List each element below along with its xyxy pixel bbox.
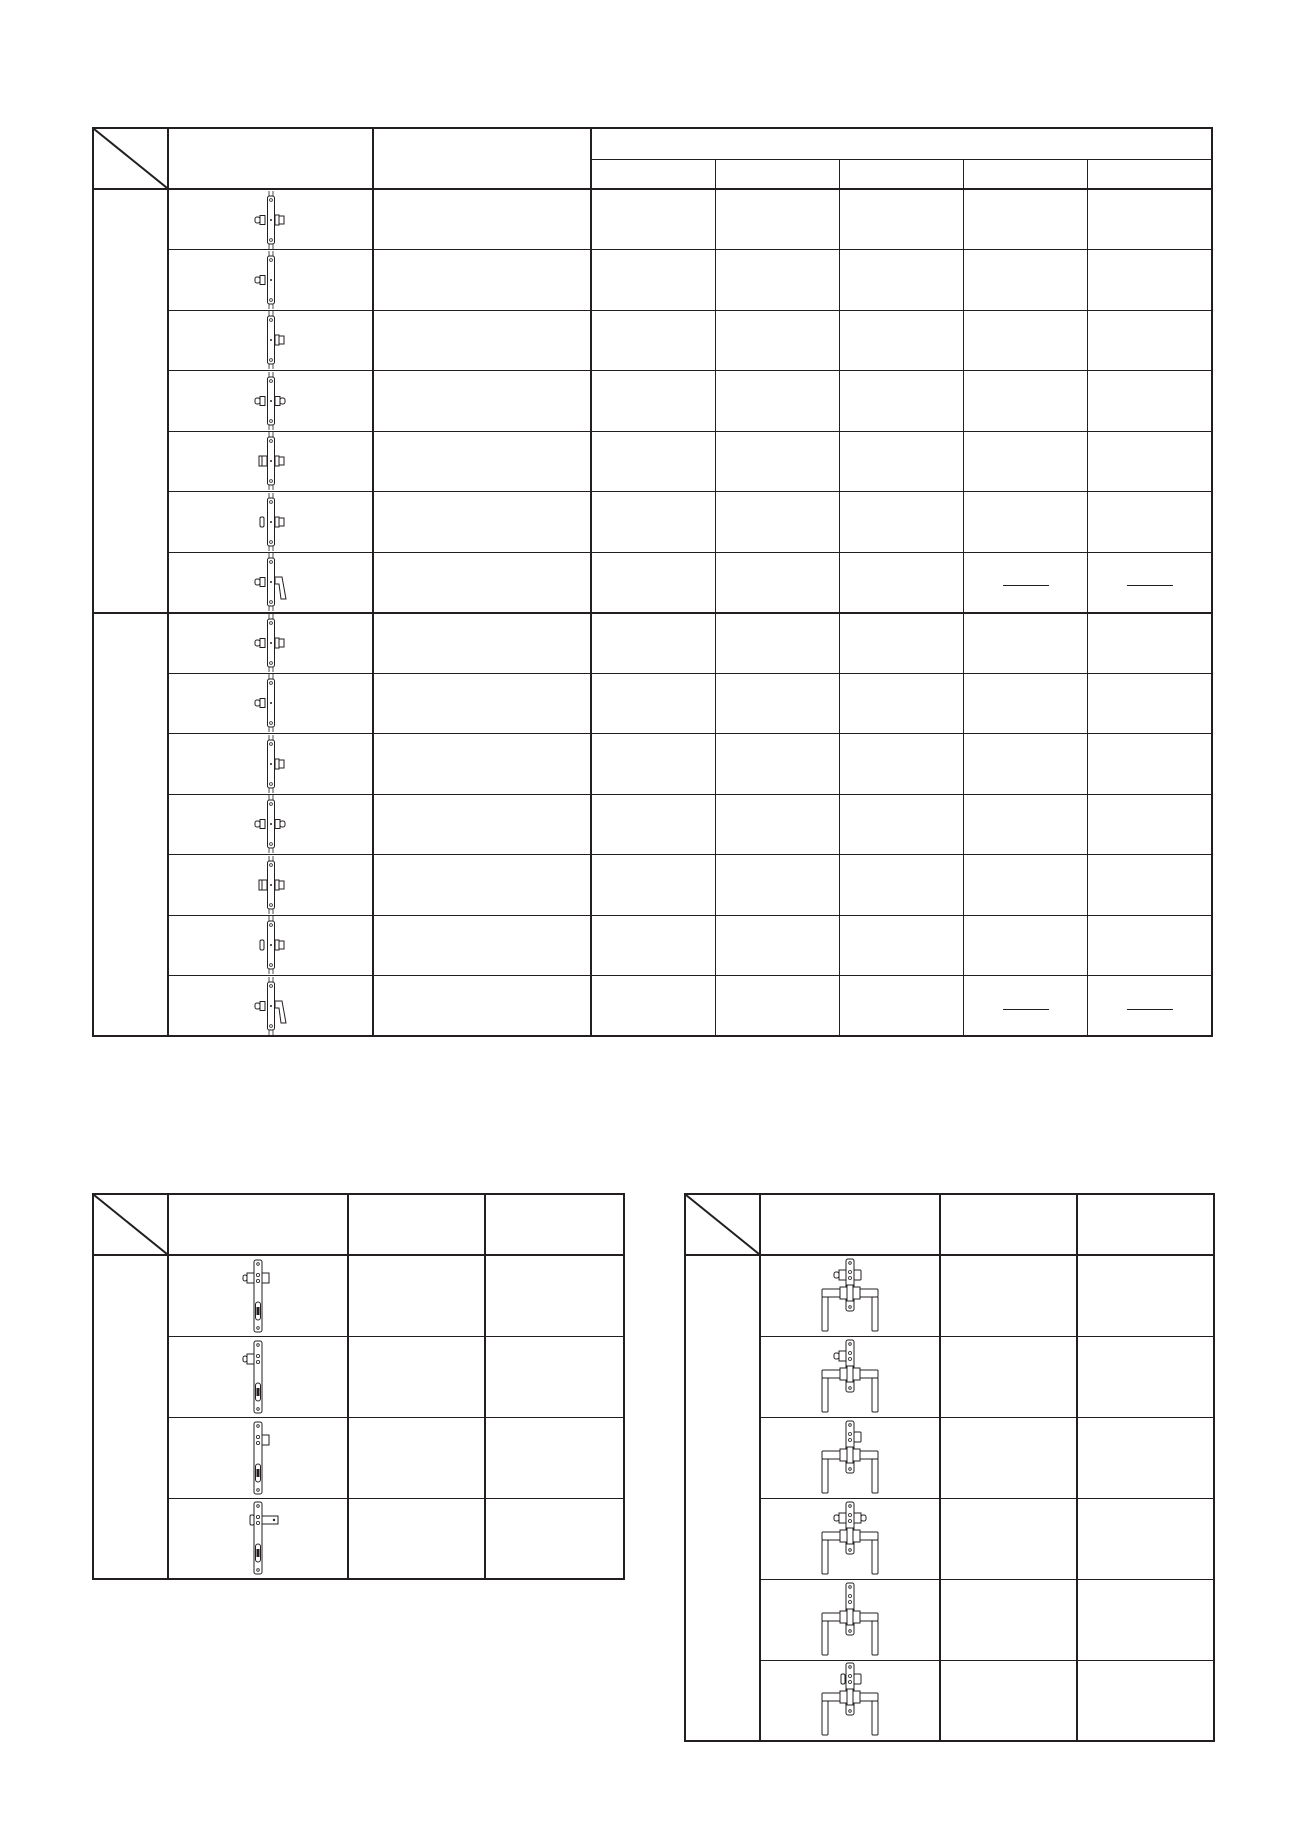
value-cell <box>940 1255 1077 1336</box>
value-cell <box>716 855 840 916</box>
value-cell <box>1088 431 1212 492</box>
header-subcolumn-cell <box>964 159 1088 189</box>
value-cell <box>591 734 715 795</box>
value-cell <box>485 1336 624 1417</box>
not-available-dash <box>1127 585 1173 586</box>
product-icon-cell <box>168 1417 348 1498</box>
value-cell <box>964 613 1088 674</box>
header-group-cell <box>591 128 1212 159</box>
header-model-cell <box>168 1194 348 1255</box>
header-model-cell <box>168 128 373 189</box>
lever-handle-plain-icon <box>805 1611 895 1628</box>
product-icon-cell <box>760 1498 940 1579</box>
header-model-cell <box>760 1194 940 1255</box>
value-cell <box>348 1255 485 1336</box>
escutcheon-thumbturn-cylinder-icon <box>241 392 301 409</box>
value-cell <box>591 613 715 674</box>
escutcheon-thumbturn-left-icon <box>241 271 301 288</box>
product-icon-cell <box>168 976 373 1037</box>
value-cell <box>1077 1660 1214 1741</box>
group-label-cell <box>93 189 168 613</box>
value-cell <box>591 310 715 371</box>
escutcheon-thumbturn-lever-icon <box>241 573 301 590</box>
group-label-cell <box>93 613 168 1037</box>
description-cell <box>373 250 591 311</box>
header-column-cell <box>940 1194 1077 1255</box>
value-cell <box>591 371 715 432</box>
description-cell <box>373 371 591 432</box>
long-plate-thumbturn-left-icon <box>223 1368 293 1385</box>
description-cell <box>373 613 591 674</box>
escutcheon-thumbturn-left-icon <box>241 694 301 711</box>
value-cell <box>1088 673 1212 734</box>
long-plate-thumbturn-both-icon <box>223 1287 293 1304</box>
product-icon-cell <box>168 1255 348 1336</box>
value-cell <box>840 613 964 674</box>
product-icon-cell <box>168 613 373 674</box>
value-cell <box>840 915 964 976</box>
header-column-cell <box>1077 1194 1214 1255</box>
product-icon-cell <box>168 794 373 855</box>
value-cell <box>716 552 840 613</box>
product-icon-cell <box>168 1336 348 1417</box>
value-cell <box>964 794 1088 855</box>
escutcheon-thumbturn-cylinder-icon <box>241 815 301 832</box>
lever-handle-thumbturn-both-icon <box>805 1287 895 1304</box>
not-available-dash <box>1127 1009 1173 1010</box>
value-cell <box>591 552 715 613</box>
value-cell <box>940 1417 1077 1498</box>
value-cell <box>1088 734 1212 795</box>
value-cell <box>591 915 715 976</box>
not-available-dash <box>1003 585 1049 586</box>
escutcheon-pin-cylinder-icon <box>241 936 301 953</box>
product-icon-cell <box>168 552 373 613</box>
description-cell <box>373 734 591 795</box>
value-cell <box>348 1417 485 1498</box>
long-plate-latch-bolt-icon <box>223 1529 293 1546</box>
header-description-cell <box>373 128 591 189</box>
value-cell <box>840 734 964 795</box>
description-cell <box>373 855 591 916</box>
product-icon-cell <box>168 250 373 311</box>
value-cell <box>348 1336 485 1417</box>
value-cell <box>1088 855 1212 916</box>
header-subcolumn-cell <box>716 159 840 189</box>
value-cell <box>716 189 840 250</box>
value-cell <box>964 371 1088 432</box>
lever-handle-cylinder-right-icon <box>805 1449 895 1466</box>
description-cell <box>373 673 591 734</box>
header-subcolumn-cell <box>840 159 964 189</box>
value-cell <box>1088 552 1212 613</box>
description-cell <box>373 492 591 553</box>
value-cell <box>591 855 715 916</box>
header-corner-cell <box>93 128 168 189</box>
value-cell <box>1088 794 1212 855</box>
description-cell <box>373 915 591 976</box>
value-cell <box>1088 613 1212 674</box>
value-cell <box>964 734 1088 795</box>
value-cell <box>964 855 1088 916</box>
value-cell <box>940 1660 1077 1741</box>
value-cell <box>840 552 964 613</box>
value-cell <box>716 915 840 976</box>
lever-handle-table <box>684 1193 1215 1742</box>
escutcheon-thumbturn-lever-icon <box>241 997 301 1014</box>
value-cell <box>1077 1579 1214 1660</box>
group-label-cell <box>685 1255 760 1741</box>
value-cell <box>591 976 715 1037</box>
product-icon-cell <box>168 431 373 492</box>
product-icon-cell <box>168 673 373 734</box>
value-cell <box>716 371 840 432</box>
description-cell <box>373 794 591 855</box>
value-cell <box>964 915 1088 976</box>
description-cell <box>373 976 591 1037</box>
value-cell <box>1088 310 1212 371</box>
value-cell <box>1088 250 1212 311</box>
value-cell <box>940 1579 1077 1660</box>
value-cell <box>591 250 715 311</box>
product-icon-cell <box>760 1660 940 1741</box>
value-cell <box>840 976 964 1037</box>
product-icon-cell <box>760 1255 940 1336</box>
long-plate-cylinder-right-icon <box>223 1449 293 1466</box>
value-cell <box>716 613 840 674</box>
value-cell <box>964 310 1088 371</box>
description-cell <box>373 431 591 492</box>
header-column-cell <box>348 1194 485 1255</box>
value-cell <box>716 310 840 371</box>
escutcheon-pin-cylinder-icon <box>241 513 301 530</box>
value-cell <box>964 189 1088 250</box>
product-icon-cell <box>168 492 373 553</box>
escutcheon-cylinder-right-icon <box>241 755 301 772</box>
escutcheon-knob-both-sides-icon <box>241 876 301 893</box>
lever-handle-pin-cylinder-icon <box>805 1691 895 1708</box>
header-subcolumn-cell <box>591 159 715 189</box>
value-cell <box>840 673 964 734</box>
escutcheon-cylinder-right-icon <box>241 331 301 348</box>
description-cell <box>373 552 591 613</box>
value-cell <box>716 673 840 734</box>
value-cell <box>716 734 840 795</box>
value-cell <box>964 976 1088 1037</box>
header-corner-cell <box>93 1194 168 1255</box>
value-cell <box>940 1498 1077 1579</box>
value-cell <box>716 976 840 1037</box>
value-cell <box>485 1498 624 1579</box>
value-cell <box>840 250 964 311</box>
value-cell <box>964 250 1088 311</box>
description-cell <box>373 310 591 371</box>
value-cell <box>840 189 964 250</box>
product-icon-cell <box>168 371 373 432</box>
value-cell <box>1077 1498 1214 1579</box>
value-cell <box>1088 976 1212 1037</box>
value-cell <box>840 855 964 916</box>
product-icon-cell <box>168 1498 348 1579</box>
value-cell <box>348 1498 485 1579</box>
value-cell <box>591 431 715 492</box>
value-cell <box>840 371 964 432</box>
product-icon-cell <box>168 855 373 916</box>
plate-lock-table <box>92 1193 625 1580</box>
value-cell <box>716 794 840 855</box>
value-cell <box>964 552 1088 613</box>
value-cell <box>964 673 1088 734</box>
value-cell <box>840 794 964 855</box>
value-cell <box>940 1336 1077 1417</box>
value-cell <box>485 1255 624 1336</box>
product-icon-cell <box>760 1579 940 1660</box>
product-icon-cell <box>168 310 373 371</box>
value-cell <box>1088 492 1212 553</box>
value-cell <box>1077 1336 1214 1417</box>
product-icon-cell <box>760 1336 940 1417</box>
value-cell <box>591 794 715 855</box>
lever-handle-thumbturn-left-icon <box>805 1368 895 1385</box>
product-icon-cell <box>168 734 373 795</box>
product-icon-cell <box>168 915 373 976</box>
value-cell <box>716 492 840 553</box>
value-cell <box>716 431 840 492</box>
description-cell <box>373 189 591 250</box>
value-cell <box>716 250 840 311</box>
value-cell <box>840 492 964 553</box>
header-corner-cell <box>685 1194 760 1255</box>
value-cell <box>591 492 715 553</box>
escutcheon-knob-both-sides-icon <box>241 452 301 469</box>
value-cell <box>1077 1255 1214 1336</box>
product-icon-cell <box>168 189 373 250</box>
value-cell <box>1088 915 1212 976</box>
value-cell <box>591 189 715 250</box>
value-cell <box>485 1417 624 1498</box>
header-column-cell <box>485 1194 624 1255</box>
value-cell <box>591 673 715 734</box>
value-cell <box>964 431 1088 492</box>
main-spec-table <box>92 127 1213 1037</box>
lever-handle-thumbturn-cylinder-icon <box>805 1530 895 1547</box>
value-cell <box>840 310 964 371</box>
escutcheon-thumbturn-both-sides-icon <box>241 211 301 228</box>
value-cell <box>964 492 1088 553</box>
value-cell <box>840 431 964 492</box>
group-label-cell <box>93 1255 168 1579</box>
not-available-dash <box>1003 1009 1049 1010</box>
value-cell <box>1077 1417 1214 1498</box>
header-subcolumn-cell <box>1088 159 1212 189</box>
value-cell <box>1088 371 1212 432</box>
value-cell <box>1088 189 1212 250</box>
escutcheon-thumbturn-both-sides-icon <box>241 634 301 651</box>
product-icon-cell <box>760 1417 940 1498</box>
